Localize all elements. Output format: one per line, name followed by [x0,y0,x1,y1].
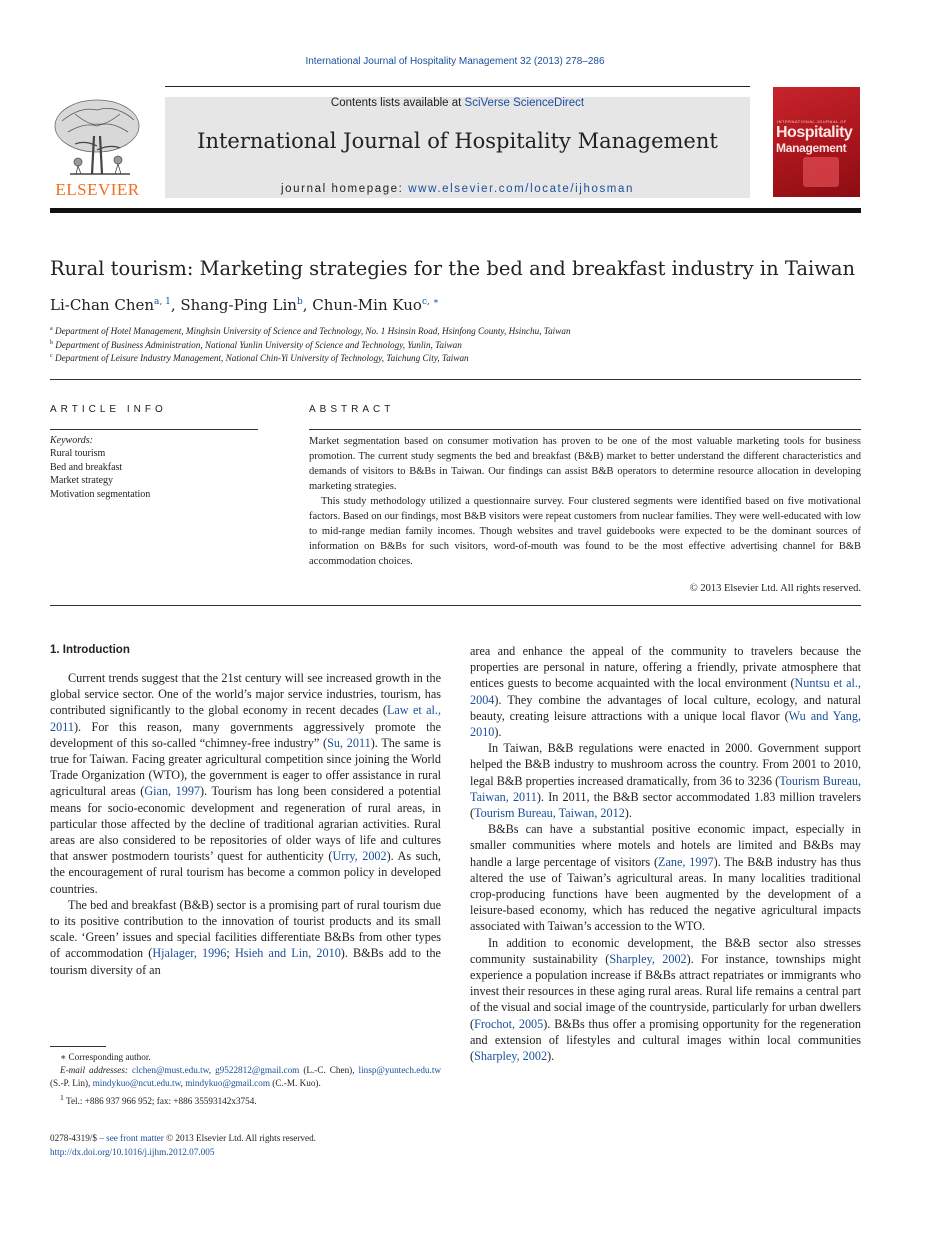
email-separator: (S.-P. Lin), [50,1078,93,1089]
citation-link[interactable]: Hjalager, 1996 [152,946,227,961]
footnote-rule [50,1046,106,1047]
author-name: Li-Chan Chen [50,296,155,314]
email-addresses [50,1064,441,1090]
article-info-rule [50,429,258,430]
citation-link[interactable]: Frochot, 2005 [474,1016,544,1031]
citation-link[interactable]: Hsieh and Lin, 2010 [234,946,341,961]
body-text: In Taiwan, B&B regulations were enacted in 2000. Government support helped the B&B industry to mushroom across the country. From 2001 to 2010, legal B&B properties increased dramatically, from 36 to 3236 ( [470,741,861,788]
keyword-item: Market strategy [50,475,114,487]
homepage-line [165,183,750,195]
issn-prefix: 0278-4319/$ [50,1133,100,1143]
telephone-text: Tel.: +886 937 966 952; fax: +886 35593142x3754. [65,1095,257,1106]
citation-link[interactable]: Sharpley, 2002 [474,1049,548,1064]
contents-prefix: Contents lists available at [330,97,465,109]
section-heading-introduction: 1. Introduction [50,644,130,656]
affiliation-mark: a [50,326,53,332]
email-link[interactable]: mindykuo@ncut.edu.tw [92,1078,181,1089]
body-text: ). The B&B industry has thus altered the use of Taiwan’s agricultural areas. In many localities traditional crop-producing functions have been augmented by the development of a leisure-based economy, which has reduced the negative agricultural impacts associated with Taiwan’s accession to the WTO. [470,854,861,934]
body-text: ). For this reason, many governments aggressively promote the development of this so-called “chimney-free industry” ( [50,719,441,750]
affiliation-text: Department of Business Administration, National Yunlin University of Science and Technology, Yunlin, Taiwan [53,339,462,350]
author-affiliation-mark[interactable]: a, 1 [154,297,171,307]
email-separator: (L.-C. Chen), [299,1065,359,1076]
article-info-heading: ARTICLE INFO [50,404,167,415]
footnote-mark: ∗ [60,1052,67,1062]
doi-link[interactable]: http://dx.doi.org/10.1016/j.ijhm.2012.07.005 [50,1146,215,1157]
citation-link[interactable]: Wu and Yang, 2010 [470,708,862,740]
body-column-left [50,670,441,978]
journal-cover-thumbnail[interactable] [773,87,860,197]
divider-rule [50,379,861,380]
body-text: area and enhance the appeal of the community to travelers because the properties are personal in nature, offering a friendly, private atmosphere that entices guests to become acquainted with the local environment ( [470,644,861,691]
body-text: ). Tourism has long been considered a potential means for socio-economic development and regeneration of rural areas, in particular those affected by the decline of traditional agrarian activities. Rural areas are also considered to be repositories of older ways of life and cultures that answer postmodern tourists’ quest for authenticity ( [50,784,441,864]
author-affiliation-mark[interactable]: c, ∗ [421,297,439,307]
footnotes [50,1051,441,1108]
citation-link[interactable]: Su, 2011 [327,735,371,750]
affiliation-mark: b [50,339,53,346]
issn-line [50,1132,316,1146]
abstract-copyright: © 2013 Elsevier Ltd. All rights reserved. [689,583,861,594]
homepage-prefix: journal homepage: [281,183,409,195]
citation-link[interactable]: Tourism Bureau, Taiwan, 2011 [470,773,861,804]
cover-puzzle-icon [803,157,839,187]
affiliation-line [50,353,571,367]
author-list [50,296,439,314]
body-text: The bed and breakfast (B&B) sector is a promising part of rural tourism due to its positive contribution to the innovation of tourist products and its small scale. ‘Green’ issues and special facilities differentiate B&Bs from other types of accommodation ( [50,897,441,961]
body-paragraph [50,670,441,897]
divider-rule [50,605,861,606]
body-text: In addition to economic development, the B&B sector also stresses community sustainability ( [470,935,861,966]
keyword-item: Rural tourism [50,448,106,460]
email-link[interactable]: clchen@must.edu.tw [131,1065,209,1076]
body-text: ). [624,806,632,821]
corresponding-author-text: Corresponding author. [68,1052,151,1062]
email-separator: , [180,1078,186,1089]
body-text: ). B&Bs thus offer a promising opportunity for the regeneration and extension of lifestyles and cultural images within local communities ( [470,1016,861,1064]
author-affiliation-mark[interactable]: b [296,297,303,307]
citation-link[interactable]: Sharpley, 2002 [609,951,687,966]
body-text: ). [547,1049,555,1064]
affiliation-line [50,340,571,354]
email-link[interactable]: mindykuo@gmail.com [185,1078,270,1089]
body-text: ). For instance, townships might experience a population increase if B&Bs attract repatriates or immigrants who invest their resources in these aging rural areas. Rural life remains a central part of the visual and social image of the countryside, particularly for urban dwellers ( [470,951,862,1031]
footnote-mark: 1 [60,1092,64,1102]
citation-link[interactable]: Law et al., 2011 [50,703,441,734]
journal-header-box [165,97,750,198]
body-column-right [470,643,861,1064]
cover-line-3: Management [776,141,847,155]
body-paragraph [470,935,861,1065]
email-separator: , [208,1065,216,1076]
body-text: ). B&Bs add to the tourism diversity of an [50,946,441,977]
affiliations [50,326,571,367]
body-text: ; [226,946,235,961]
elsevier-tree-icon [50,96,145,180]
elsevier-logo [50,96,145,200]
keywords-label: Keywords: [50,435,93,446]
cover-line-1: INTERNATIONAL JOURNAL OF [777,119,847,124]
affiliation-text: Department of Hotel Management, Minghsin University of Science and Technology, No. 1 Hsinsin Road, Hsinfong County, Hsinchu, Taiwan [52,326,571,337]
citation-link[interactable]: Tourism Bureau, Taiwan, 2012 [474,806,625,821]
abstract-heading: ABSTRACT [309,404,395,415]
header-thick-rule [50,208,861,213]
issn-block [50,1132,316,1159]
keywords-block [50,434,150,501]
affiliation-mark: c [50,353,53,359]
affiliation-text: Department of Leisure Industry Management, National Chin-Yi University of Technology, Taichung City, Taiwan [52,353,469,364]
telephone-note [50,1091,441,1108]
elsevier-wordmark: ELSEVIER [55,180,140,199]
journal-reference[interactable]: International Journal of Hospitality Management 32 (2013) 278–286 [305,56,605,67]
body-text: Current trends suggest that the 21st century will see increased growth in the global service sector. One of the world’s major service industries, tourism, has contributed significantly to the global economy in recent decades ( [50,671,441,718]
body-text: ). [494,725,502,740]
body-text: ). The same is true for Taiwan. Facing greater agricultural competition since joining the World Trade Organization (WTO), the government is eager to offer assistance in rural agricultural areas ( [50,735,441,799]
journal-homepage-link[interactable]: www.elsevier.com/locate/ijhosman [408,183,634,195]
author-name: Chun-Min Kuo [312,296,422,314]
body-text: ). They combine the advantages of local culture, ecology, and natural beauty, creating leisure attractions with a unique local flavor ( [470,692,861,723]
body-text: ). As such, the encouragement of rural tourism has become a common policy in developed countries. [50,849,441,896]
abstract-paragraph: Market segmentation based on consumer motivation has proven to be one of the most valuable marketing tools for business promotion. The current study segments the bed and breakfast (B&B) market to better understand the different characteristics and demands of visitors to B&Bs in Taiwan. Our findings can assist B&B operators to determine resource allocation in developing marketing strategies. [309,436,861,492]
author-separator: , [170,296,181,314]
abstract-text [309,434,861,569]
abstract-rule [309,429,861,430]
issn-suffix: © 2013 Elsevier Ltd. All rights reserved. [163,1133,316,1143]
citation-link[interactable]: Gian, 1997 [144,784,201,799]
author-name: Shang-Ping Lin [180,296,297,314]
body-text: B&Bs can have a substantial positive economic impact, especially in smaller communities where motels and hotels are limited and B&Bs may handle a large percentage of visitors ( [470,822,861,869]
body-text: ). In 2011, the B&B sector accommodated 1.83 million travelers ( [470,789,861,821]
email-link[interactable]: linsp@yuntech.edu.tw [358,1065,442,1076]
citation-link[interactable]: Nuntsu et al., 2004 [470,676,861,707]
abstract-paragraph: This study methodology utilized a questionnaire survey. Four clustered segments were identified based on five motivational factors. Based on our findings, most B&B visitors were repeat customers from nuclear families. They were well-educated with low to mid-range median family incomes. Though websites and travel guidebooks were expected to be the dominant sources of information on B&Bs for such visitors, word-of-mouth was found to be the most effective advertising channel for B&B accommodation choices. [309,496,861,567]
body-paragraph [470,643,861,740]
citation-link[interactable]: Urry, 2002 [332,849,387,864]
article-title: Rural tourism: Marketing strategies for the bed and breakfast industry in Taiwan [50,257,856,280]
email-link[interactable]: g9522812@gmail.com [215,1065,300,1076]
email-separator: (C.-M. Kuo). [269,1078,321,1089]
keyword-item: Bed and breakfast [50,461,123,473]
body-paragraph [470,740,861,821]
cover-line-2: Hospitality [776,124,853,141]
sciencedirect-link[interactable]: SciVerse ScienceDirect [464,97,585,109]
contents-line [165,97,750,109]
corresponding-author-note [50,1051,441,1064]
author-separator: , [302,296,313,314]
keyword-item: Motivation segmentation [50,488,151,500]
citation-link[interactable]: Zane, 1997 [658,854,714,869]
email-label: E-mail addresses: [60,1065,132,1076]
header-top-rule [165,86,750,87]
body-paragraph [470,821,861,934]
front-matter-link[interactable]: – see front matter [99,1133,164,1143]
body-paragraph [50,897,441,978]
affiliation-line [50,326,571,340]
journal-title: International Journal of Hospitality Management [197,129,718,153]
